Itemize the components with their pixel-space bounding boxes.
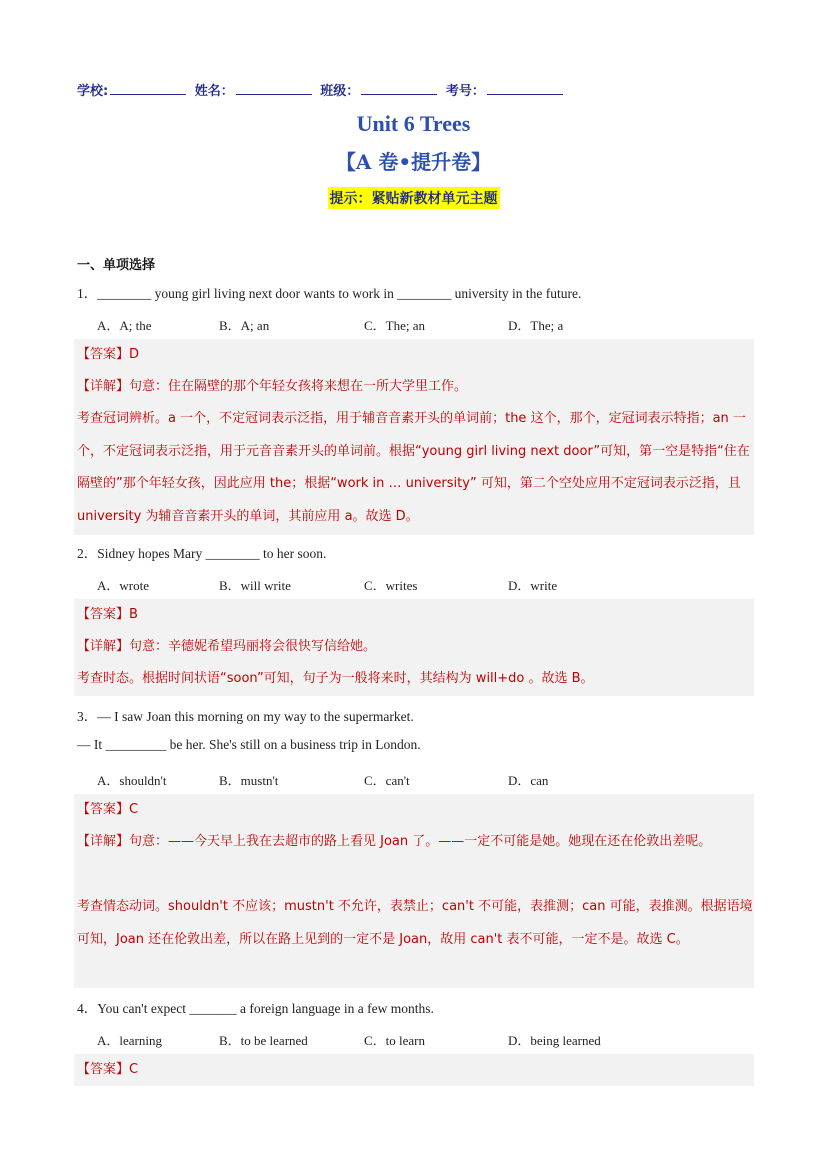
option-d: D．write [508,578,558,593]
answer-analysis: 考查冠词辨析。a 一个，不定冠词表示泛指，用于辅音音素开头的单词前；the 这个，那个，定冠词表示特指；an 一个，不定冠词表示泛指，用于元音音素开头的单词前。根据“young girl living next door”可知，第一空是特指“住在隔壁的”那个年轻女孩，因此应用 the；根据“work in … university” 可知，第二个空处应用不定冠词表示泛指，且 university 为辅音音素开头的单词，其前应用 a。故选 D。 [77,411,750,524]
answer-detail: 【详解】句意：——今天早上我在去超市的路上看见 Joan 了。——一定不可能是她。她现在还在伦敦出差呢。 [77,834,712,849]
section-title: 一、单项选择 [77,258,156,273]
option-d: D．being learned [508,1033,601,1048]
class-label: 班级： [320,84,360,99]
page-subtitle: 【A 卷•提升卷】 [335,150,492,174]
options-row [97,1030,717,1048]
answer-label: 【答案】D [77,347,140,362]
page-title: Unit 6 Trees [356,111,471,136]
answer-label: 【答案】B [77,607,138,622]
option-a: A．A; the [97,318,152,333]
name-label: 姓名： [194,84,234,99]
option-a: A．wrote [97,578,149,593]
answer-analysis: 考查时态。根据时间状语“soon”可知，句子为一般将来时，其结构为 will+do 。故选 B。 [77,671,594,686]
exam-no-label: 考号： [445,84,485,99]
option-c: C．can't [364,773,410,788]
options-row [97,575,717,593]
option-b: B．to be learned [219,1033,308,1048]
option-b: B．A; an [219,318,270,333]
option-b: B．mustn't [219,773,279,788]
option-c: C．to learn [364,1033,426,1048]
name-blank [236,83,312,95]
option-c: C．The; an [364,318,426,333]
school-blank [110,83,186,95]
answer-label: 【答案】C [77,802,139,817]
question-stem-line-2: — It _________ be her. She's still on a business trip in London. [77,737,421,752]
student-info-line [77,80,567,99]
answer-detail: 【详解】句意：住在隔壁的那个年轻女孩将来想在一所大学里工作。 [77,379,468,394]
option-a: A．shouldn't [97,773,167,788]
question-stem: 2．Sidney hopes Mary ________ to her soon. [77,546,327,561]
option-b: B．will write [219,578,291,593]
question-stem: 1．________ young girl living next door wants to work in ________ university in the future. [77,286,582,301]
option-c: C．writes [364,578,418,593]
class-blank [361,83,437,95]
answer-analysis: 考查情态动词。shouldn't 不应该；mustn't 不允许，表禁止；can't 不可能，表推测；can 可能，表推测。根据语境可知，Joan 还在伦敦出差，所以在路上见到的一定不是 Joan，故用 can't 表不可能，一定不是。故选 C。 [77,899,753,947]
options-row [97,315,717,333]
answer-detail: 【详解】句意：辛德妮希望玛丽将会很快写信给她。 [77,639,377,654]
option-d: D．can [508,773,549,788]
option-a: A．learning [97,1033,162,1048]
school-label: 学校: [77,84,109,99]
question-stem: 3．— I saw Joan this morning on my way to the supermarket. [77,709,414,724]
option-d: D．The; a [508,318,564,333]
exam-no-blank [487,83,563,95]
tip-banner: 提示：紧贴新教材单元主题 [328,187,500,209]
question-stem: 4．You can't expect _______ a foreign language in a few months. [77,1001,434,1016]
answer-label: 【答案】C [77,1062,139,1077]
options-row [97,770,717,788]
